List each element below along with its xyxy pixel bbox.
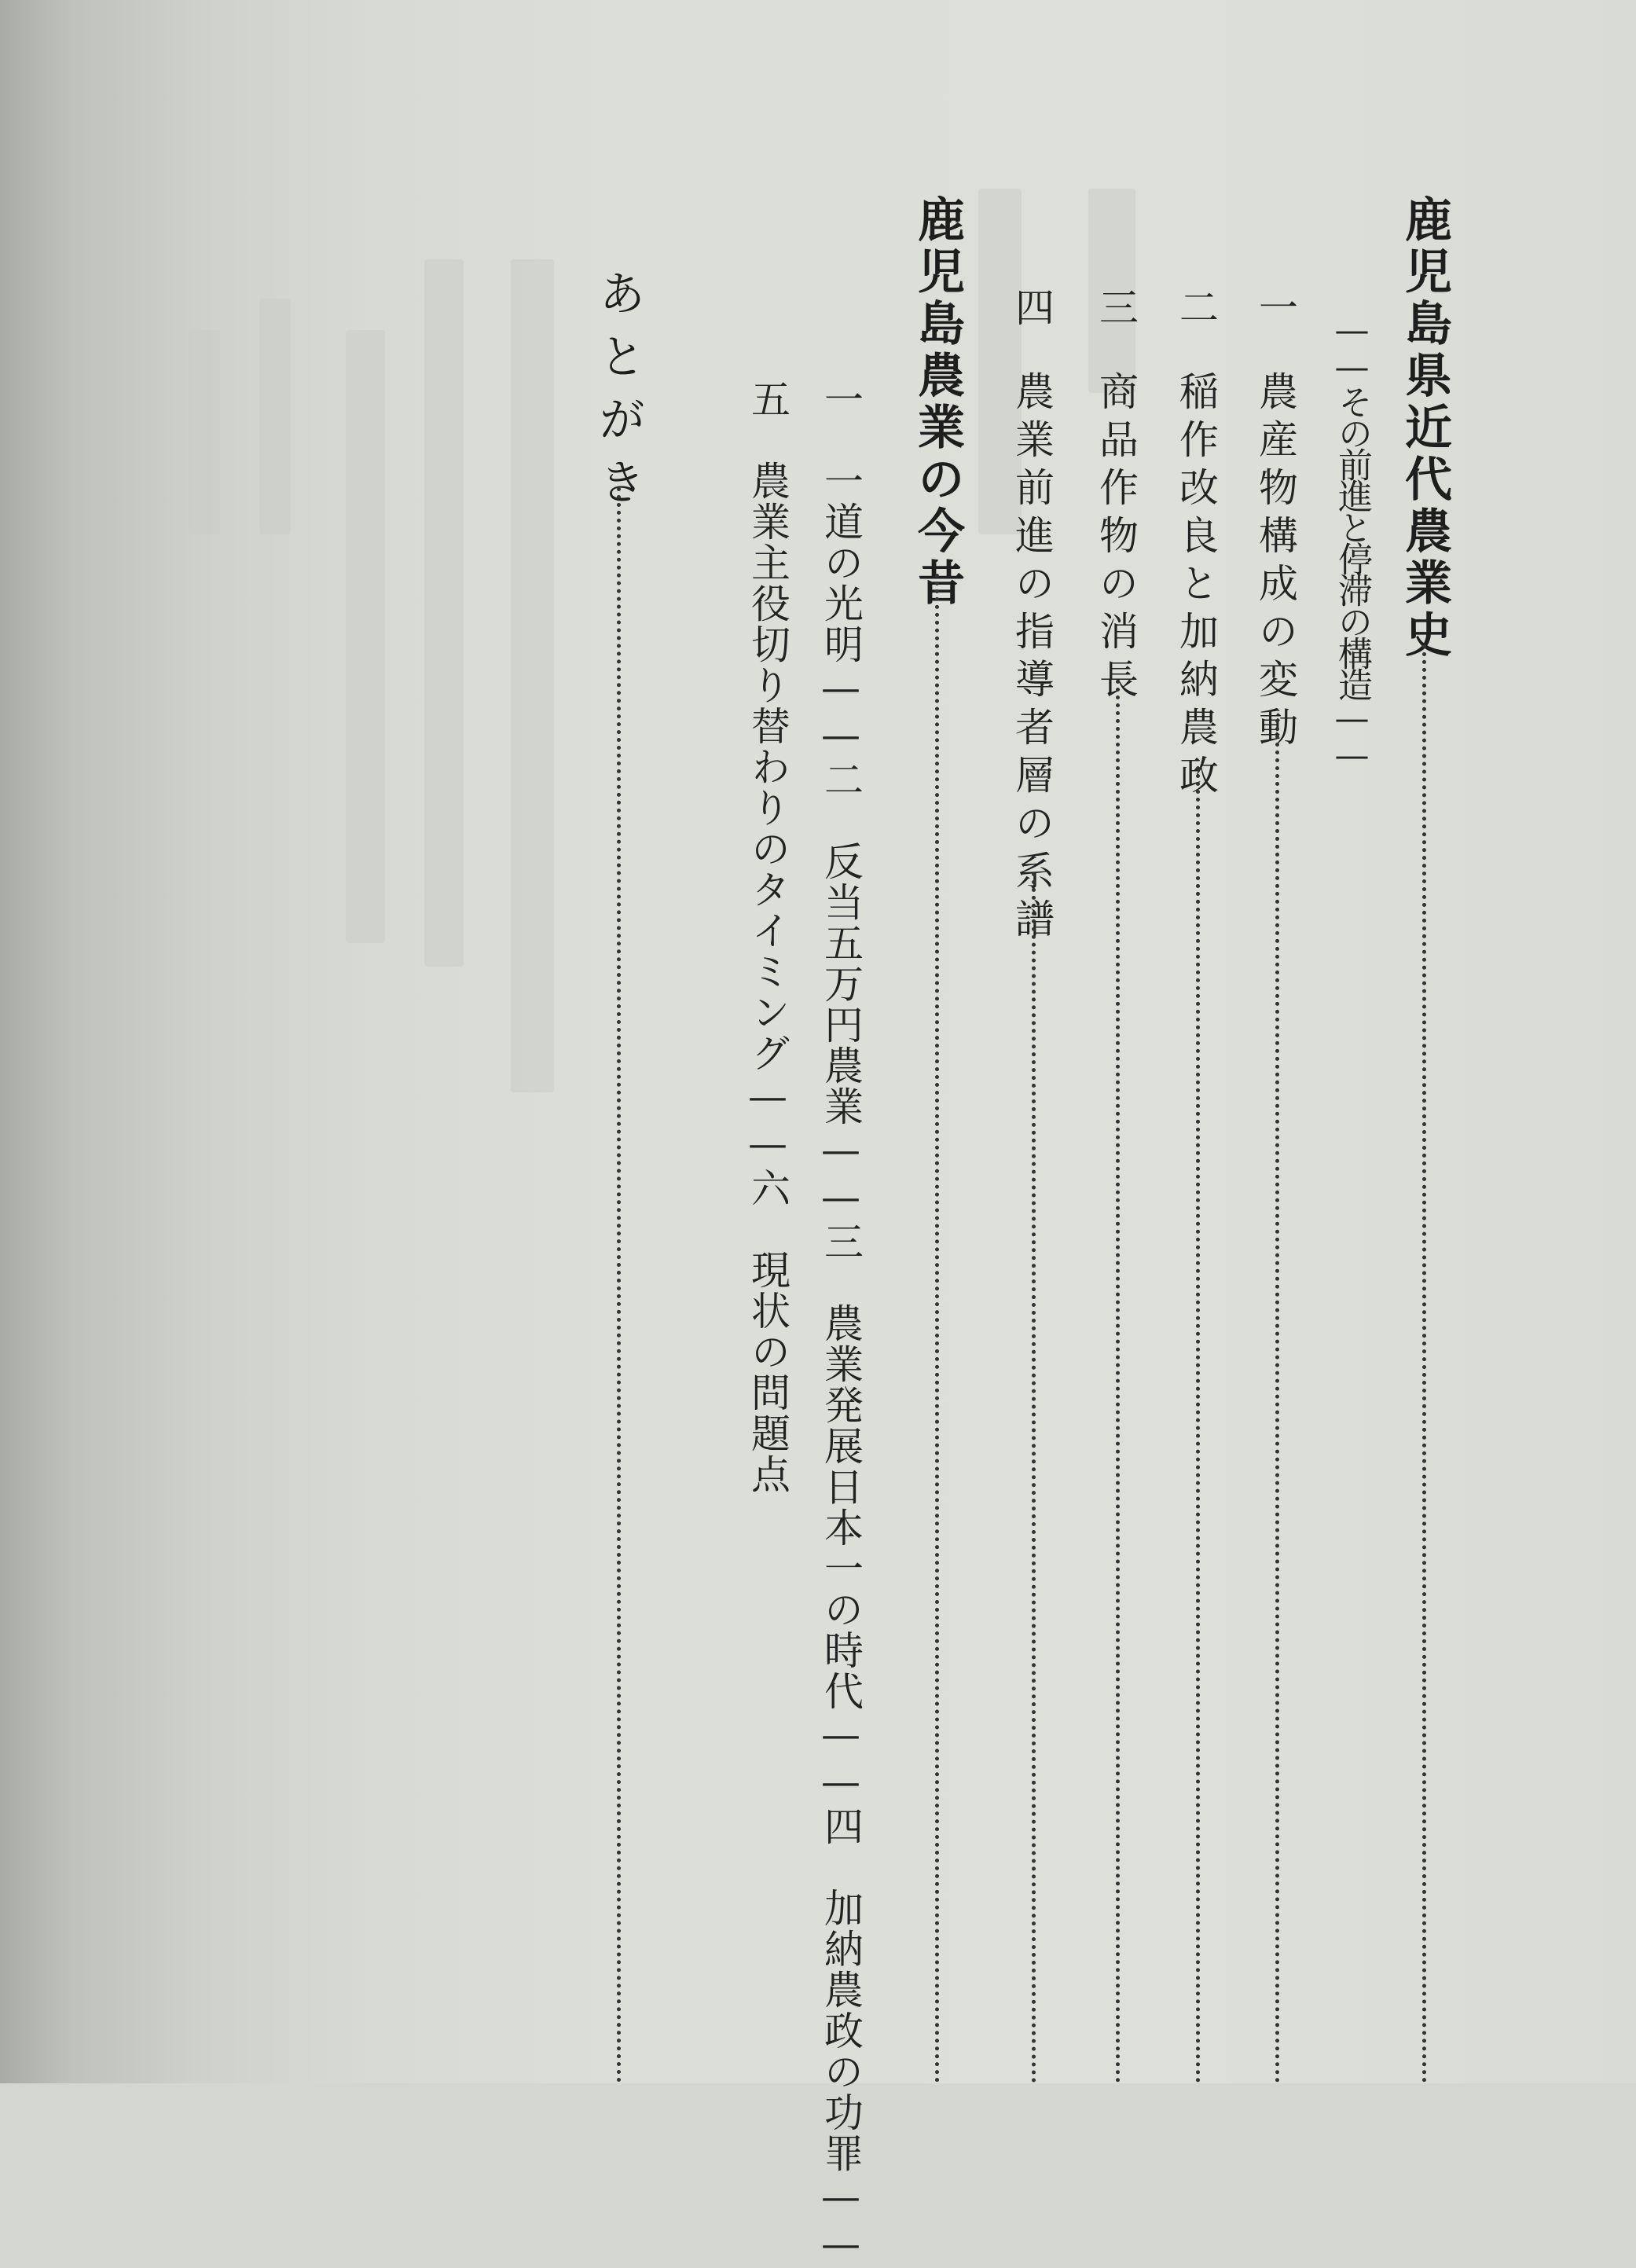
chapter-title: 農産物構成の変動 — [1253, 371, 1298, 754]
toc-chapter-3 — [1093, 287, 1139, 706]
show-through-text — [346, 330, 385, 943]
part2-title: 鹿児島農業の今昔 — [910, 195, 965, 610]
chapter-number: 四 — [1009, 287, 1055, 335]
part1-leader — [1422, 644, 1426, 2083]
toc-chapter-1 — [1253, 287, 1298, 754]
toc-chapter-4 — [1009, 287, 1055, 946]
show-through-text — [424, 259, 464, 967]
part1-subtitle: ——その前進と停滞の構造—— — [1332, 310, 1372, 773]
chapter-1-leader — [1275, 719, 1279, 2083]
afterword: あとがき — [591, 269, 646, 520]
chapter-number: 三 — [1093, 287, 1139, 335]
show-through-text — [511, 259, 554, 1092]
chapter-3-leader — [1116, 680, 1120, 2083]
chapter-title: 農業前進の指導者層の系譜 — [1009, 371, 1055, 946]
show-through-text — [259, 299, 291, 534]
part1-title: 鹿児島県近代農業史 — [1397, 195, 1452, 662]
afterword-leader — [617, 487, 621, 2083]
chapter-4-leader — [1032, 872, 1036, 2083]
chapter-number: 二 — [1173, 287, 1219, 335]
part2-sections-line1: 一 一道の光明——二 反当五万円農業——三 農業発展日本一の時代——四 加納農政の功罪—— — [818, 379, 864, 2268]
chapter-title: 商品作物の消長 — [1093, 371, 1139, 706]
chapter-2-leader — [1196, 766, 1200, 2083]
toc-chapter-2 — [1173, 287, 1219, 802]
show-through-text — [189, 330, 220, 534]
chapter-number: 一 — [1253, 287, 1298, 335]
part2-leader — [935, 574, 939, 2083]
chapter-title: 稲作改良と加納農政 — [1173, 371, 1219, 802]
part2-sections-line2: 五 農業主役切り替わりのタイミング——六 現状の問題点 — [745, 379, 790, 1495]
